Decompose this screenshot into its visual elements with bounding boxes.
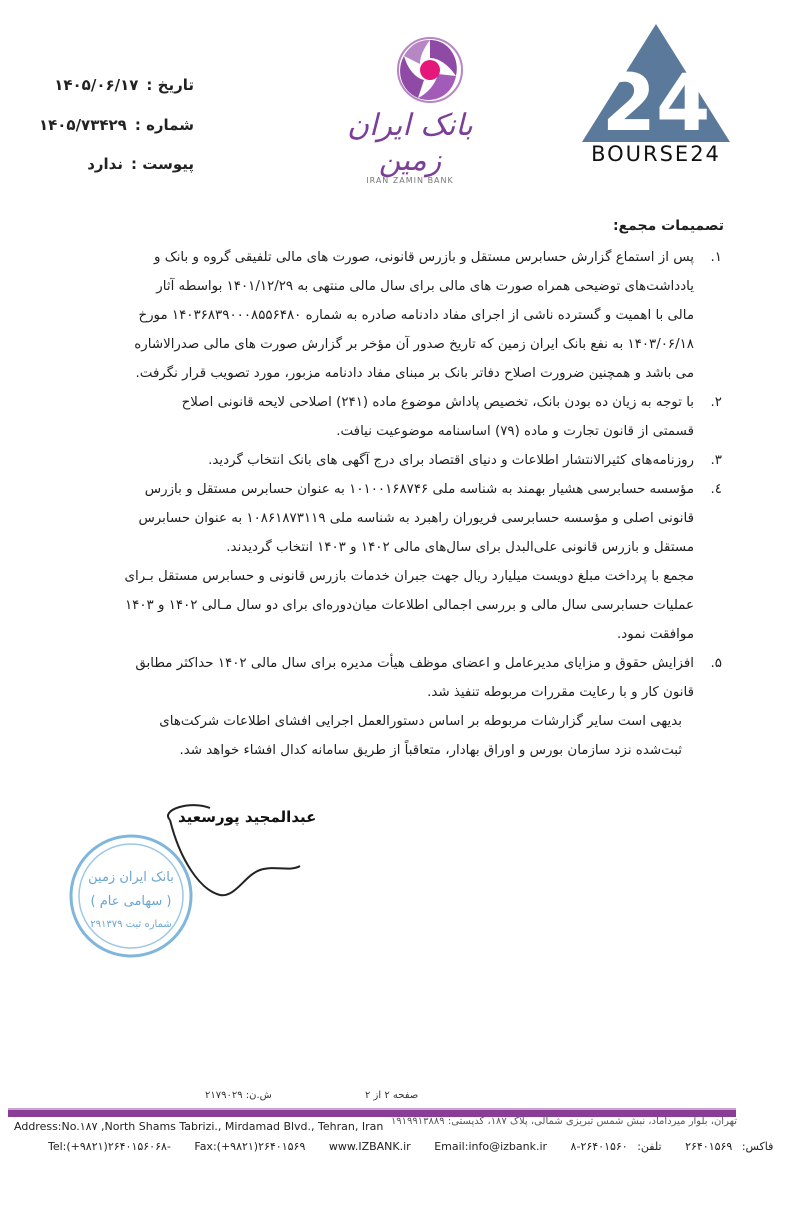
stamp-line-3: شماره ثبت ۲۹۱۳۷۹ bbox=[90, 919, 172, 930]
item-number: ۳. bbox=[710, 453, 722, 468]
number-value: ۱۴۰۵/۷۳۴۲۹ bbox=[38, 116, 127, 134]
footer-contact-line bbox=[48, 1140, 787, 1153]
item-line: پس از استماع گزارش حسابرس مستقل و بازرس قانونی، صورت های مالی تلفیقی گروه و بانک و bbox=[154, 250, 694, 265]
letter-attachment bbox=[87, 155, 194, 173]
item-line: مؤسسه حسابرسی هشیار بهمند به شناسه ملی ۱۰۱۰۰۱۶۸۷۴۶ به عنوان حسابرس مستقل و بازرس bbox=[144, 482, 694, 497]
closing-note bbox=[12, 707, 724, 765]
item-line: می باشد و همچنین ضرورت اصلاح دفاتر بانک بر مبنای مفاد دادنامه مزبور، مورد تصویب قرار نگرفت. bbox=[135, 366, 694, 381]
item-line: قانونی اصلی و مؤسسه حسابرسی فریوران راهبرد به شناسه ملی ۱۰۸۶۱۸۷۳۱۱۹ به عنوان حسابرس bbox=[138, 511, 694, 526]
item-line: یادداشت‌های توضیحی همراه صورت های مالی برای سال مالی منتهی به ۱۴۰۱/۱۲/۲۹ بواسطه آثار bbox=[156, 279, 694, 294]
item-line: مستقل و بازرس قانونی علی‌البدل برای سال‌های مالی ۱۴۰۲ و ۱۴۰۳ انتخاب گردیدند. bbox=[226, 540, 694, 555]
registration-number: ش.ن: ۲۱۷۹۰۲۹ bbox=[205, 1090, 272, 1101]
bank-logo-persian-text: بانک ایران زمین bbox=[347, 108, 473, 178]
date-label: تاریخ : bbox=[146, 76, 194, 94]
letter-number bbox=[39, 116, 194, 134]
paragraph-line: بدیهی است سایر گزارشات مربوطه بر اساس دستورالعمل اجرایی افشای اطلاعات شرکت‌های bbox=[159, 714, 682, 729]
signatory-name: عبدالمجید پورسعید bbox=[178, 808, 317, 826]
resolution-item-4 bbox=[12, 475, 724, 562]
attachment-label: پیوست : bbox=[130, 155, 194, 173]
item-number: ٤. bbox=[710, 482, 722, 497]
footer-web-link[interactable]: www.IZBANK.ir bbox=[328, 1140, 411, 1153]
number-label: شماره : bbox=[134, 116, 194, 134]
item-line: ۱۴۰۳/۰۶/۱۸ به نفع بانک ایران زمین که تاریخ صدور آن مؤخر بر گزارش صورت های مالی صدرالاشاره bbox=[134, 337, 694, 352]
footer-tel: Tel:(+۹۸۲۱)۲۶۴۰۱۵۶۰۶۸- bbox=[48, 1140, 171, 1153]
auditor-fee-paragraph bbox=[12, 562, 724, 649]
footer-address-persian: تهران، بلوار میرداماد، نبش شمس تبریزی شمالی، پلاک ۱۸۷، کدپستی: ۱۹۱۹۹۱۳۸۸۹ bbox=[390, 1116, 737, 1127]
item-line: روزنامه‌های کثیرالانتشار اطلاعات و دنیای اقتصاد برای درج آگهی های بانک انتخاب گردید. bbox=[208, 453, 694, 468]
resolution-item-2 bbox=[12, 388, 724, 446]
stamp-line-1: بانک ایران زمین bbox=[88, 870, 174, 885]
attachment-value: ندارد bbox=[87, 155, 123, 173]
paragraph-line: موافقت نمود. bbox=[617, 627, 694, 642]
footer-fax: Fax:(+۹۸۲۱)۲۶۴۰۱۵۶۹ bbox=[194, 1140, 306, 1153]
item-line: مالی با اهمیت و گسترده ناشی از اجرای مفاد دادنامه صادره به شماره ۱۴۰۳۶۸۳۹۰۰۰۸۵۵۶۴۸۰ مورخ bbox=[138, 308, 694, 323]
item-line: با توجه به زیان ده بودن بانک، تخصیص پاداش موضوع ماده (۲۴۱) اصلاحی لایحه قانونی اصلاح bbox=[181, 395, 694, 410]
bank-logo-english-text: IRAN ZAMIN BANK bbox=[366, 176, 454, 185]
item-line: افزایش حقوق و مزایای مدیرعامل و اعضای موظف هیأت مدیره برای سال مالی ۱۴۰۲ حداکثر مطابق bbox=[135, 656, 694, 671]
footer-address-english: Address:No.۱۸۷ ,North Shams Tabrizi., Mirdamad Blvd., Tehran, Iran bbox=[14, 1120, 389, 1133]
footer-email-link[interactable]: Email:info@izbank.ir bbox=[434, 1140, 548, 1153]
resolutions-body bbox=[12, 212, 724, 765]
resolution-item-5 bbox=[12, 649, 724, 707]
date-value: ۱۴۰۵/۰۶/۱۷ bbox=[54, 76, 139, 94]
paragraph-line: ثبت‌شده نزد سازمان بورس و اوراق بهادار، متعاقباً از طریق سامانه کدال افشاء خواهد شد. bbox=[179, 743, 682, 758]
item-line: قسمتی از قانون تجارت و ماده (۷۹) اساسنامه موضوعیت نیافت. bbox=[336, 424, 694, 439]
resolution-item-1 bbox=[12, 243, 724, 388]
paragraph-line: مجمع با پرداخت مبلغ دویست میلیارد ریال جهت جبران خدمات بازرس قانونی و حسابرس مستقل بـرای bbox=[124, 569, 694, 584]
bank-seal-stamp bbox=[68, 833, 194, 959]
resolutions-heading: تصمیمات مجمع: bbox=[612, 218, 724, 234]
bourse24-wordmark: BOURSE24 bbox=[591, 142, 721, 166]
letter-date bbox=[54, 76, 194, 94]
resolution-item-3 bbox=[12, 446, 724, 475]
item-number: ۲. bbox=[710, 395, 722, 410]
item-line: قانون کار و با رعایت مقررات مربوطه تنفیذ شد. bbox=[427, 685, 694, 700]
page-number: صفحه ۲ از ۲ bbox=[365, 1090, 419, 1101]
footer-tel-fa: تلفن: ۲۶۴۰۱۵۶۰-۸ bbox=[570, 1140, 662, 1153]
footer-fax-fa: فاکس: ۲۶۴۰۱۵۶۹ bbox=[685, 1140, 774, 1153]
paragraph-line: عملیات حسابرسی سال مالی و بررسی اجمالی اطلاعات میان‌دوره‌ای برای دو سال مـالی ۱۴۰۲ و ۱۴۰۳ bbox=[124, 598, 694, 613]
stamp-line-2: ( سهامی عام ) bbox=[90, 894, 172, 909]
item-number: ۵. bbox=[710, 656, 722, 671]
item-number: ۱. bbox=[710, 250, 722, 265]
svg-text:24: 24 bbox=[601, 59, 711, 149]
